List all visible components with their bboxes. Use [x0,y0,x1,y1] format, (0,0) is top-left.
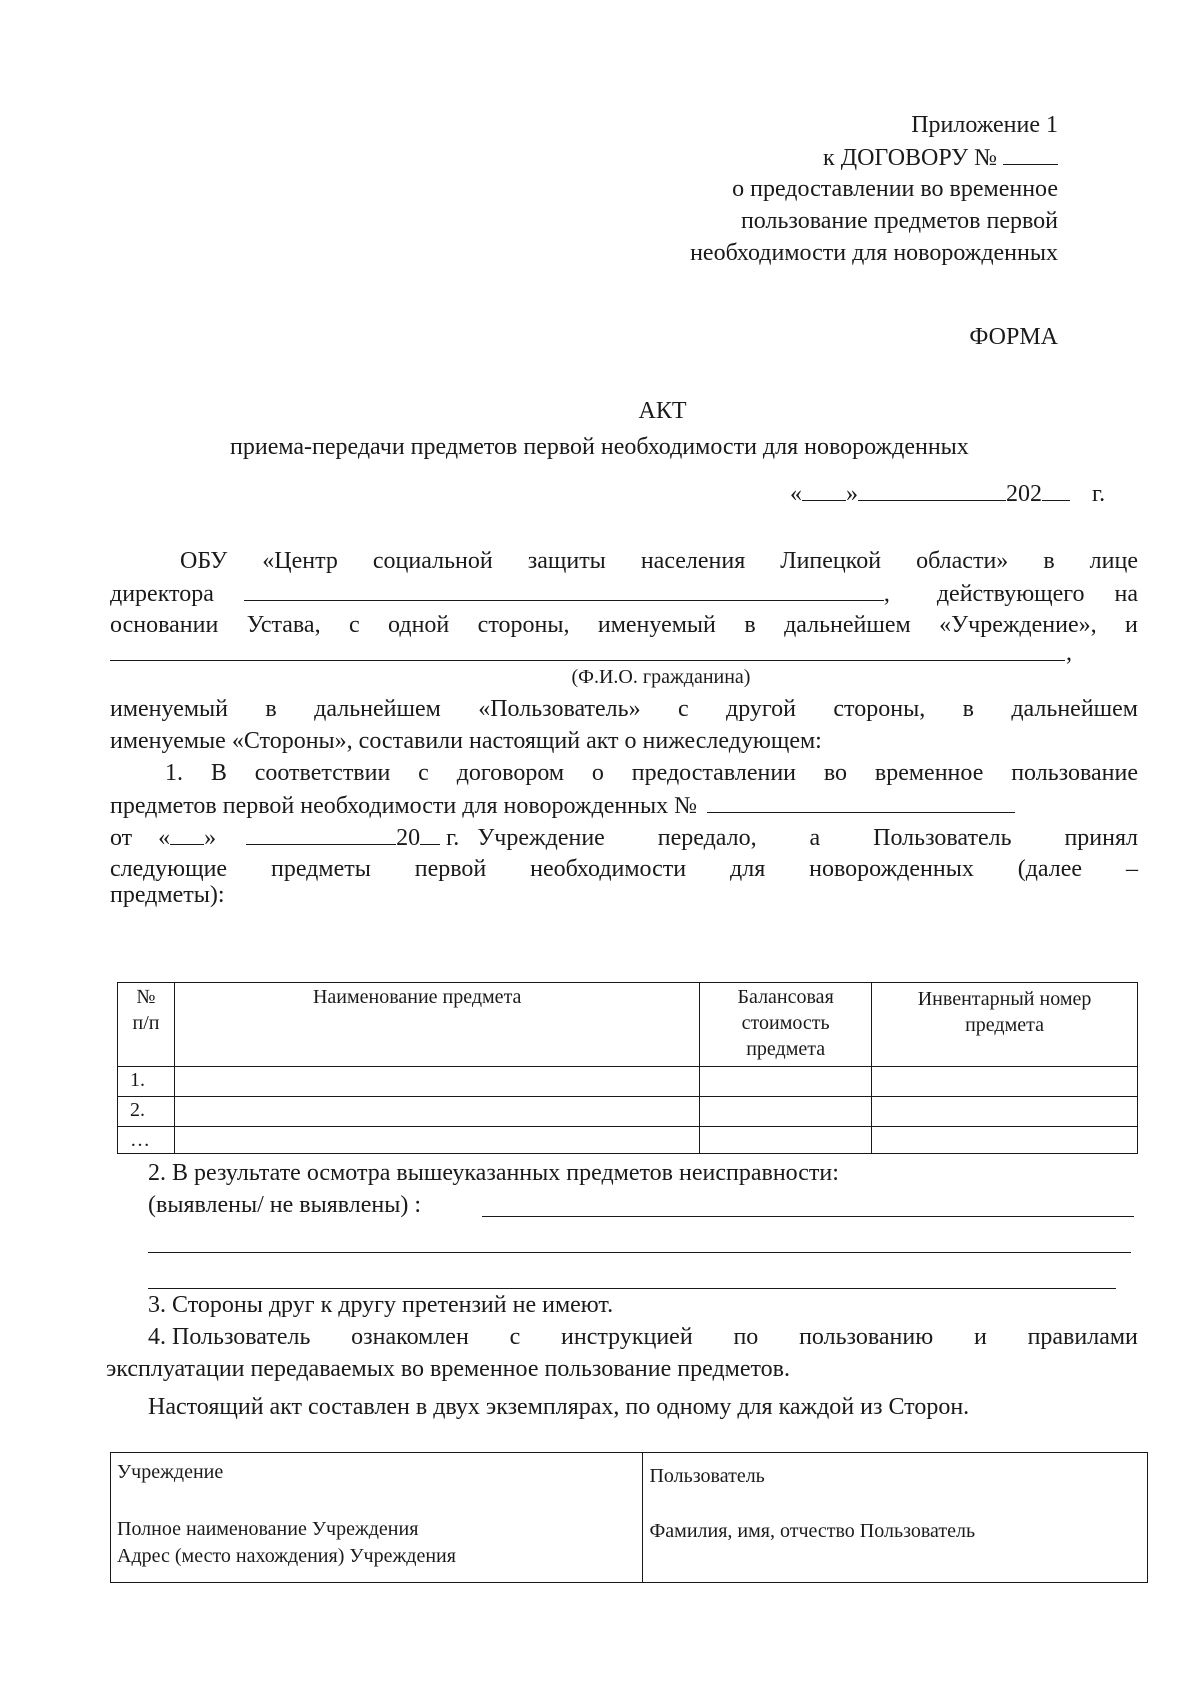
intro-line1-word: социальной [372,548,493,574]
month-blank [858,478,1006,501]
items-table-header-row [118,983,1138,1067]
p1-line3-word: Пользователь [873,825,1012,851]
intro-line3 [110,610,1138,640]
header-inventory-number: Инвентарный номер предмета [872,983,1138,1067]
header-number: № п/п [118,983,175,1067]
intro-line1-word: ОБУ [180,548,228,574]
contract-ref-text: к ДОГОВОРУ № [823,145,997,171]
intro-line1-word: лице [1089,548,1138,574]
row-number: … [118,1127,175,1154]
intro-line3-word: дальнейшем [784,612,911,638]
user-cell [643,1453,1148,1583]
p4-line1-word: и [973,1324,987,1350]
intro-line1-word: Липецкой [780,548,882,574]
row-inventory-number[interactable] [872,1067,1138,1097]
intro-line3-word: основании [110,612,219,638]
from-word: от [110,825,133,851]
table-row [118,1127,1138,1154]
p1-line3-word: принял [1064,825,1138,851]
row-number: 2. [118,1097,175,1127]
intro-line5-word: стороны, [833,696,926,722]
p1-line4-word: следующие [110,856,228,882]
on-word: на [1114,581,1138,607]
act-date [790,478,1105,509]
p1-close-quote: » [204,825,217,851]
row-number: 1. [118,1067,175,1097]
intro-line5-word: именуемый [110,696,229,722]
row-balance-cost[interactable] [700,1127,872,1154]
director-comma: , [883,581,890,607]
intro-line1-word: в [1043,548,1055,574]
items-table [117,982,1138,1154]
intro-line2 [110,578,1138,609]
p1-year-suffix: г. [446,825,460,851]
p1-line4-word: предметы [270,856,371,882]
p4-line1-word: правилами [1027,1324,1138,1350]
intro-line3-word: в [744,612,756,638]
p4-line2: эксплуатации передаваемых во временное пользование предметов. [106,1356,790,1382]
contract-subject-line2: пользование предметов первой [740,208,1058,234]
p4-line1-word: по [733,1324,759,1350]
intro-line5-word: в [265,696,277,722]
user-full-name: Фамилия, имя, отчество Пользователь [649,1520,976,1542]
table-row [118,1067,1138,1097]
p1-line4 [110,854,1138,884]
date-close-quote: » [846,481,858,507]
row-inventory-number[interactable] [872,1127,1138,1154]
row-balance-cost[interactable] [700,1097,872,1127]
contract-no-blank [707,790,1015,813]
act-title: АКТ [638,398,687,424]
year-blank [1042,478,1070,501]
date-open-quote: « [790,481,802,507]
intro-line1-word: «Центр [262,548,338,574]
p2-line2: (выявлены/ не выявлены) : [148,1192,422,1218]
intro-line5-word: дальнейшем [314,696,441,722]
contract-subject-line3: необходимости для новорожденных [690,240,1058,266]
intro-line6: именуемые «Стороны», составили настоящий акт о нижеследующем: [110,728,822,754]
acting-word: действующего [936,581,1085,607]
intro-line1-word: области» [916,548,1009,574]
p4-line1-word: с [509,1324,521,1350]
p1-open-quote: « [158,825,171,851]
act-subtitle: приема-передачи предметов первой необходимости для новорожденных [230,434,969,460]
director-label: директора [110,581,214,607]
table-row [118,1097,1138,1127]
signature-row [111,1453,1148,1583]
defects-extra-line-1[interactable] [148,1252,1131,1253]
row-item-name[interactable] [174,1067,699,1097]
p3-text: 3. Стороны друг к другу претензий не имеют. [148,1292,614,1318]
institution-full-name: Полное наименование Учреждения [117,1518,419,1540]
intro-line3-word: Устава, [246,612,321,638]
intro-line5 [110,694,1138,724]
p4-line1-word: пользованию [799,1324,934,1350]
intro-line5-word: «Пользователь» [478,696,641,722]
defects-extra-line-2[interactable] [148,1288,1116,1289]
p1-line4-word: для [730,856,766,882]
intro-line3-word: «Учреждение», [939,612,1097,638]
director-name-blank [244,578,884,601]
p1-line2 [110,790,1015,821]
intro-line3-word: стороны, [477,612,570,638]
intro-line3-word: одной [388,612,450,638]
intro-line3-word: с [348,612,360,638]
p1-month-blank [246,822,396,845]
p1-year-blank [420,822,440,845]
p1-line4-word: новорожденных [809,856,974,882]
p1-line2-text: предметов первой необходимости для новорожденных № [110,793,698,819]
p1-line3-word: передало, [657,825,757,851]
p1-line3-word: а [809,825,821,851]
date-year: 202 [1006,481,1042,507]
signature-table [110,1452,1148,1583]
row-item-name[interactable] [174,1097,699,1127]
contract-subject-line1: о предоставлении во временное [732,176,1058,202]
p1-line4-word: первой [414,856,487,882]
intro-line5-word: другой [726,696,797,722]
intro-line1 [180,546,1138,576]
institution-title: Учреждение [117,1461,224,1483]
intro-line5-word: дальнейшем [1011,696,1138,722]
p1-line3 [110,822,1138,853]
institution-address: Адрес (место нахождения) Учреждения [117,1545,456,1567]
p1-line5: предметы): [110,882,225,908]
p1-line1: 1. В соответствии с договором о предоставлении во временное пользование [165,760,1138,786]
p4-line1-word: 4. Пользователь [148,1324,311,1350]
p1-line4-word: необходимости [530,856,687,882]
day-blank [802,478,846,501]
contract-ref [823,142,1058,173]
p4-line1 [148,1322,1138,1352]
p1-line4-word: (далее [1017,856,1083,882]
p5-text: Настоящий акт составлен в двух экземплярах, по одному для каждой из Сторон. [148,1394,970,1420]
date-suffix: г. [1092,481,1106,507]
row-item-name[interactable] [174,1127,699,1154]
intro-line3-word: и [1125,612,1138,638]
p2-line1: 2. В результате осмотра вышеуказанных предметов неисправности: [148,1160,839,1186]
fio-caption: (Ф.И.О. гражданина) [571,666,751,688]
p1-line3-word: Учреждение [477,825,605,851]
p4-line1-word: инструкцией [561,1324,693,1350]
header-item-name: Наименование предмета [174,983,699,1067]
p1-line4-word: – [1125,856,1138,882]
row-balance-cost[interactable] [700,1067,872,1097]
p1-day-blank [170,822,204,845]
citizen-line-comma: , [1066,640,1072,666]
intro-line3-word: именуемый [597,612,716,638]
p4-line1-word: ознакомлен [351,1324,469,1350]
citizen-name-line [110,660,1065,661]
header-balance-cost: Балансовая стоимость предмета [700,983,872,1067]
intro-line1-word: защиты [527,548,606,574]
defects-answer-line[interactable] [482,1216,1134,1217]
p1-line3-words [477,823,1138,853]
appendix-label: Приложение 1 [911,112,1058,138]
intro-line1-word: населения [640,548,746,574]
intro-line5-word: в [962,696,974,722]
contract-number-blank [1003,142,1058,165]
institution-cell [111,1453,643,1583]
p1-year: 20 [396,825,421,851]
row-inventory-number[interactable] [872,1097,1138,1127]
user-title: Пользователь [649,1465,765,1487]
intro-line5-word: с [677,696,689,722]
form-label: ФОРМА [969,324,1058,350]
